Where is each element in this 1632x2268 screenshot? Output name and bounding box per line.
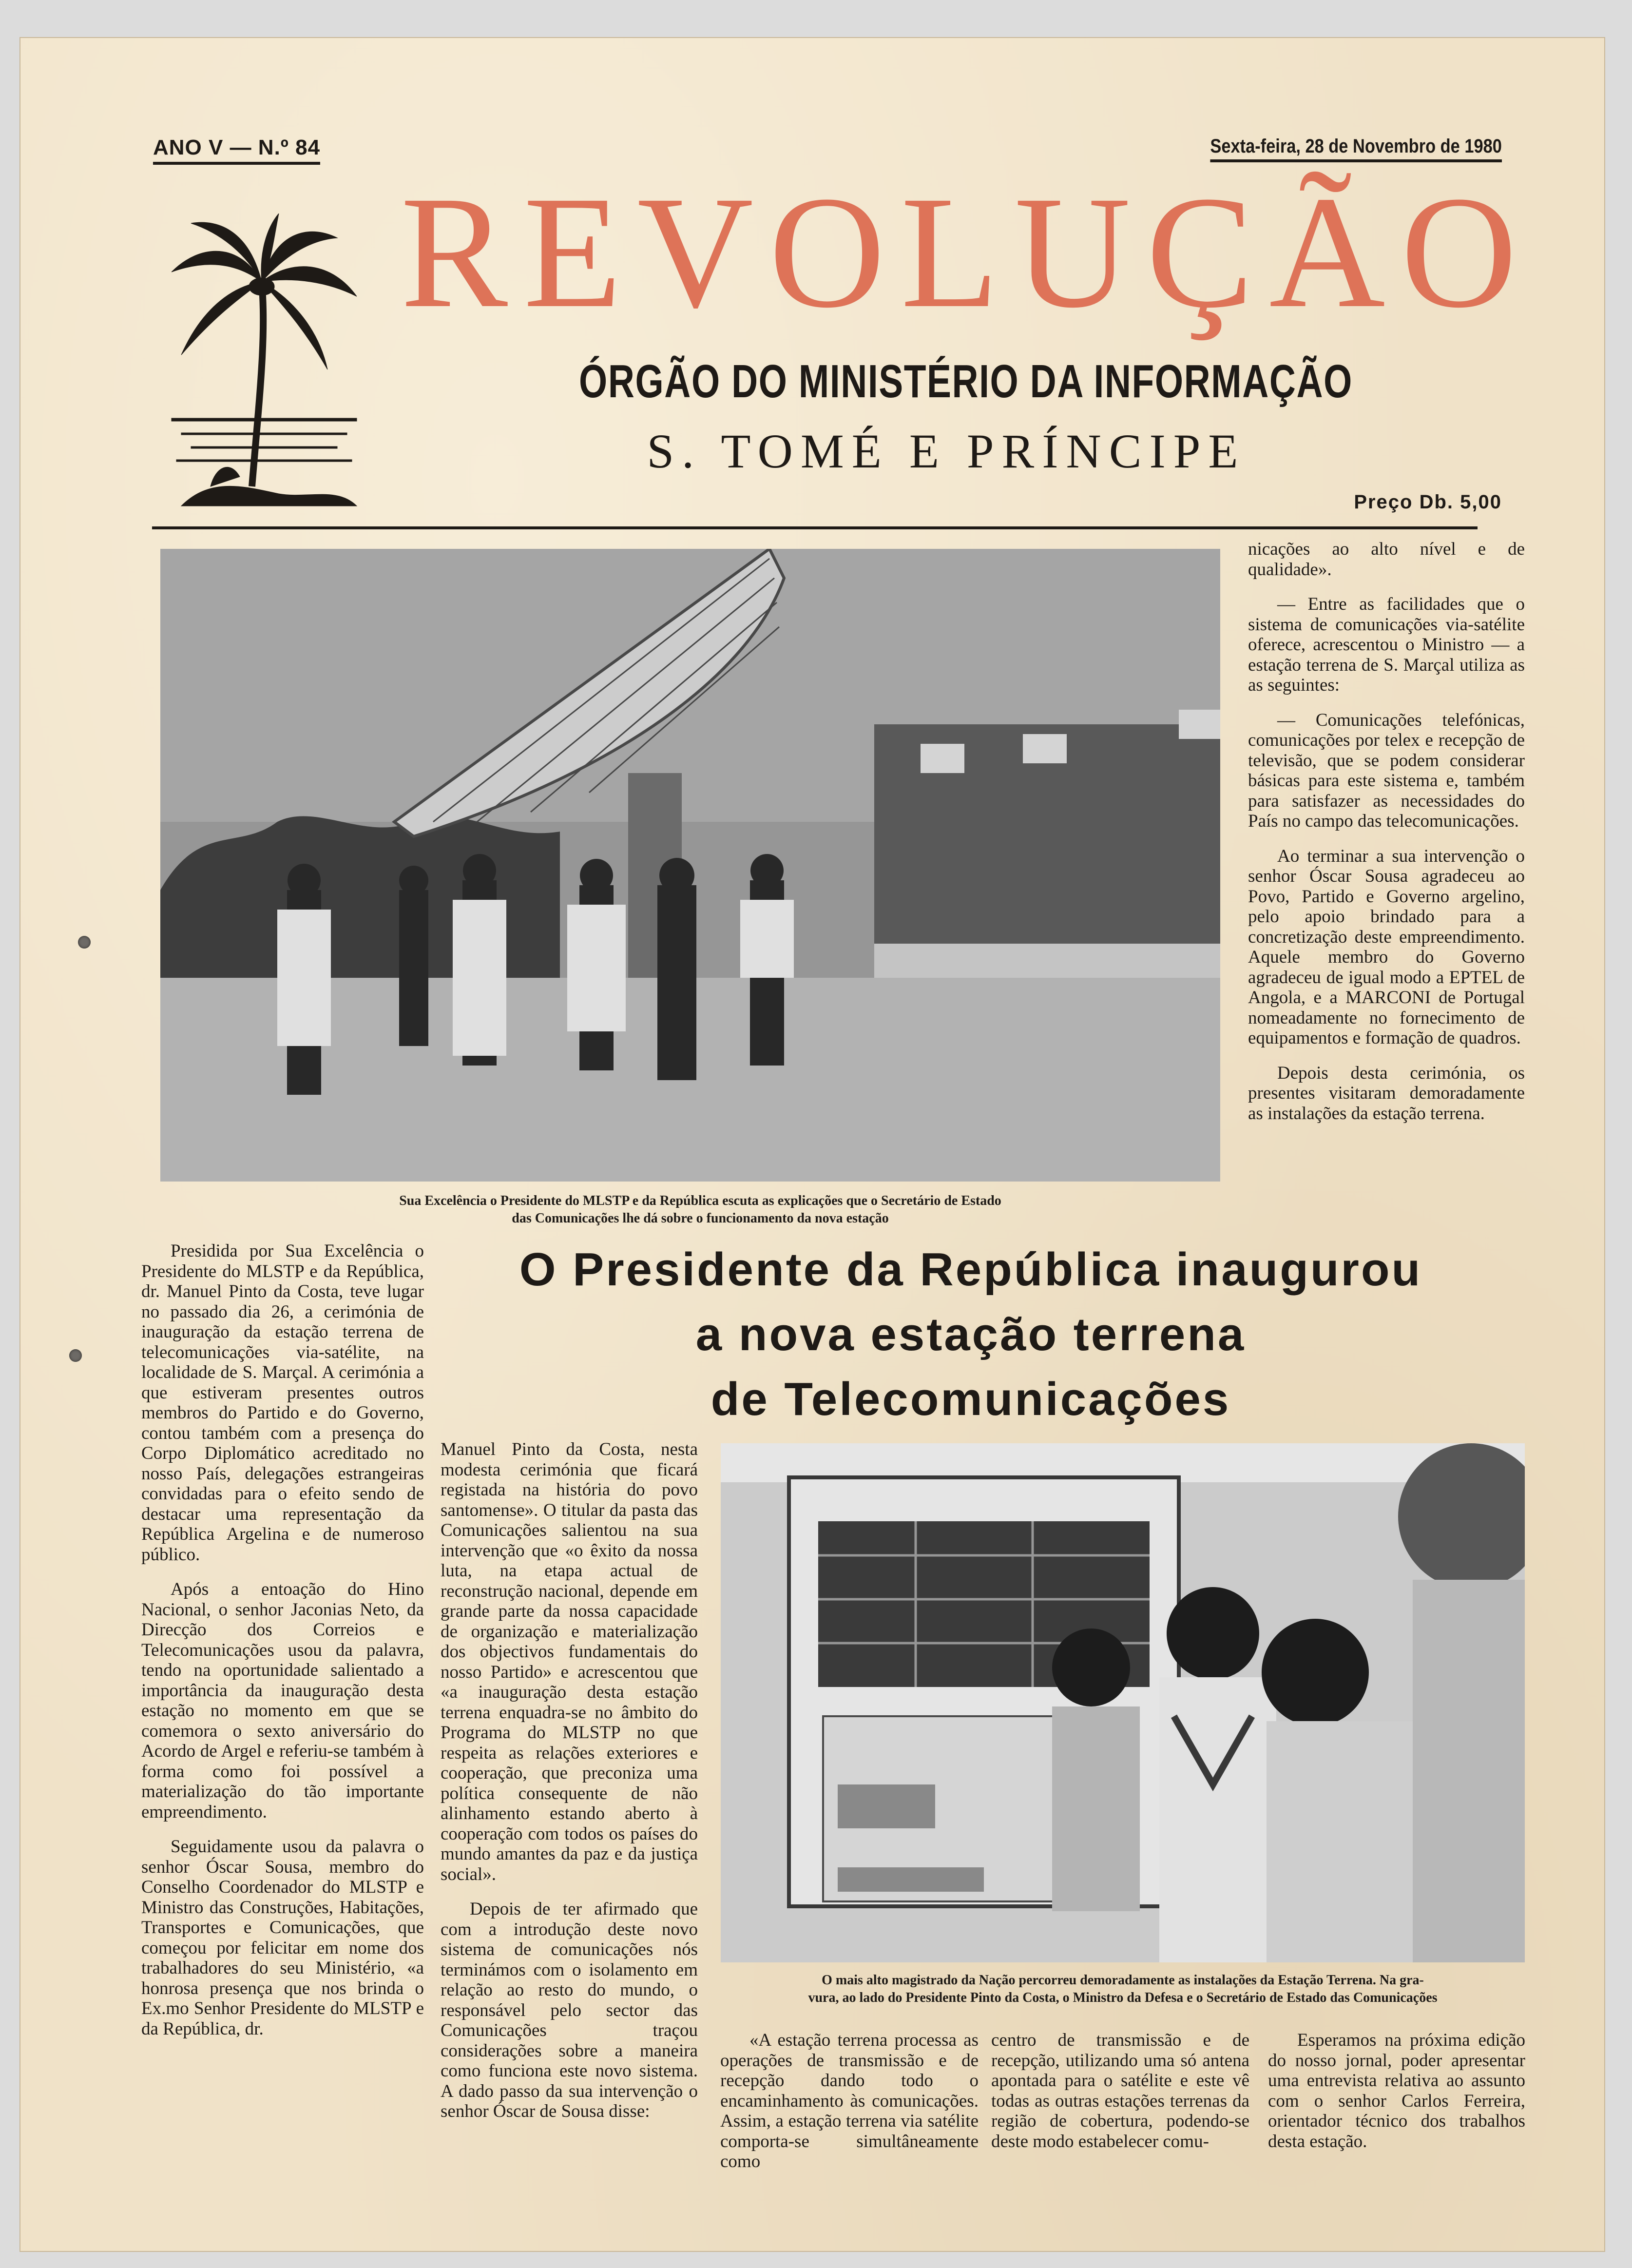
paragraph: Seguidamente usou da palavra o senhor Óscar Sousa, membro do Conselho Coordenador do MLSTP e Ministro das Construções, Habitações, Transportes e Comunicações, que começou por felicitar em nome dos trabalhadores do seu Ministério, «a honrosa presença que nos brinda o Ex.mo Senhor Presidente do MLSTP e da República, dr. bbox=[141, 1837, 424, 2039]
masthead-title: REVOLUÇÃO bbox=[401, 163, 1533, 341]
bottom-photo-caption-line1: O mais alto magistrado da Nação percorreu demoradamente as instalações da Estação Terrena. Na gra- bbox=[822, 1973, 1424, 1988]
edition-number: ANO V — N.º 84 bbox=[153, 136, 320, 165]
right-column-top bbox=[1248, 539, 1525, 1138]
header-rule bbox=[152, 526, 1478, 529]
paragraph: — Comunicações telefónicas, comunicações por telex e recepção de televisão, que se podem considerar básicas para este sistema e, também para satisfazer as necessidades do País no campo das telecomunicações. bbox=[1248, 710, 1525, 831]
price-label: Preço Db. 5,00 bbox=[1354, 491, 1502, 513]
bottom-photo-caption bbox=[721, 1972, 1525, 2007]
newspaper-page bbox=[20, 38, 1604, 2251]
paragraph: «A estação terrena processa as operações de transmissão e de recepção dando todo o encaminhamento às comunicações. Assim, a estação terrena via satélite comporta-se simultâneamente como bbox=[720, 2030, 979, 2171]
paragraph: — Entre as facilidades que o sistema de comunicações via-satélite oferece, acrescentou o Ministro — a estação terrena de S. Marçal utiliza as as seguintes: bbox=[1248, 594, 1525, 695]
punch-hole bbox=[78, 936, 91, 949]
punch-hole bbox=[69, 1349, 82, 1362]
paragraph: nicações ao alto nível e de qualidade». bbox=[1248, 539, 1525, 580]
top-photo-caption-line1: Sua Excelência o Presidente do MLSTP e da República escuta as explicações que o Secretário de Estado bbox=[399, 1193, 1001, 1208]
headline-line1: O Presidente da República inaugurou bbox=[519, 1243, 1422, 1296]
paragraph: Após a entoação do Hino Nacional, o senhor Jaconias Neto, da Direcção dos Correios e Telecomunicações usou da palavra, tendo na oportunidade salientado a importância da inauguração desta estação no momento em que se comemora o sexto aniversário do Acordo de Argel e referiu-se também à forma como foi possível a materialização do tão importante empreendimento. bbox=[141, 1579, 424, 1822]
paragraph: Ao terminar a sua intervenção o senhor Óscar Sousa agradeceu ao Povo, Partido e Governo argelino, pelo apoio brindado para a concretização deste empreendimento. Aquele membro do Governo agradeceu de igual modo a EPTEL de Angola, e a MARCONI de Portugal nomeadamente no fornecimento de equipamentos e formação de quadros. bbox=[1248, 846, 1525, 1048]
paragraph: Esperamos na próxima edição do nosso jornal, poder apresentar uma entrevista relativa ao assunto com o senhor Carlos Ferreira, orientador técnico dos trabalhos desta estação. bbox=[1268, 2030, 1525, 2152]
bottom-photo-caption-line2: vura, ao lado do Presidente Pinto da Costa, o Ministro da Defesa e o Secretário de Estado das Comunicações bbox=[808, 1990, 1438, 2005]
middle-column bbox=[441, 1439, 698, 2136]
top-photo-caption bbox=[274, 1192, 1127, 1227]
bottom-column-3 bbox=[1268, 2030, 1525, 2166]
publication-date: Sexta-feira, 28 de Novembro de 1980 bbox=[1210, 136, 1502, 162]
masthead-country: S. TOMÉ E PRÍNCIPE bbox=[647, 424, 1246, 478]
palm-tree-logo bbox=[162, 213, 366, 516]
headline-line2: a nova estação terrena bbox=[695, 1308, 1246, 1360]
paragraph: Depois desta cerimónia, os presentes visitaram demoradamente as instalações da estação terrena. bbox=[1248, 1063, 1525, 1124]
bottom-column-2 bbox=[991, 2030, 1249, 2166]
top-photo bbox=[160, 549, 1220, 1182]
paragraph: Manuel Pinto da Costa, nesta modesta cerimónia que ficará registada na história do povo santomense». O titular da pasta das Comunicações salientou na sua intervenção que «o êxito da nossa luta, na etapa actual de reconstrução nacional, depende em grande parte da nossa capacidade de organização e materialização dos objectivos fundamentais do nosso Partido» e acrescentou que «a inauguração desta estação terrena enquadra-se no âmbito do Programa do MLSTP no que respeita as relações exteriores e cooperação, que preconiza uma política consequente de não alinhamento estando aberto à cooperação com todos os países do mundo amantes da paz e da justiça social». bbox=[441, 1439, 698, 1884]
bottom-photo bbox=[721, 1443, 1525, 1962]
masthead-subtitle: ÓRGÃO DO MINISTÉRIO DA INFORMAÇÃO bbox=[579, 355, 1353, 407]
top-photo-caption-line2: das Comunicações lhe dá sobre o funcionamento da nova estação bbox=[512, 1211, 889, 1226]
main-headline bbox=[420, 1237, 1521, 1432]
left-column bbox=[141, 1241, 424, 2054]
bottom-column-1 bbox=[720, 2030, 979, 2187]
paragraph: centro de transmissão e de recepção, utilizando uma só antena apontada para o satélite e este vê todas as outras estações terrenas da região de cobertura, podendo-se deste modo estabelecer comu- bbox=[991, 2030, 1249, 2152]
paragraph: Presidida por Sua Excelência o Presidente do MLSTP e da República, dr. Manuel Pinto da Costa, teve lugar no passado dia 26, a cerimónia de inauguração da estação terrena de telecomunicações via-satélite, na localidade de S. Marçal. A cerimónia a que estiveram presentes outros membros do Partido e do Governo, contou também com a presença do Corpo Diplomático acreditado no nosso País, delegações estrangeiras convidadas para o efeito sendo de destacar uma representação da República Argelina e de numeroso público. bbox=[141, 1241, 424, 1565]
paragraph: Depois de ter afirmado que com a introdução deste novo sistema de comunicações nós terminámos com o isolamento em relação ao resto do mundo, o responsável pelo sector das Comunicações traçou considerações sobre a maneira como funciona este novo sistema. A dado passo da sua intervenção o senhor Óscar de Sousa disse: bbox=[441, 1899, 698, 2121]
headline-line3: de Telecomunicações bbox=[710, 1373, 1231, 1425]
